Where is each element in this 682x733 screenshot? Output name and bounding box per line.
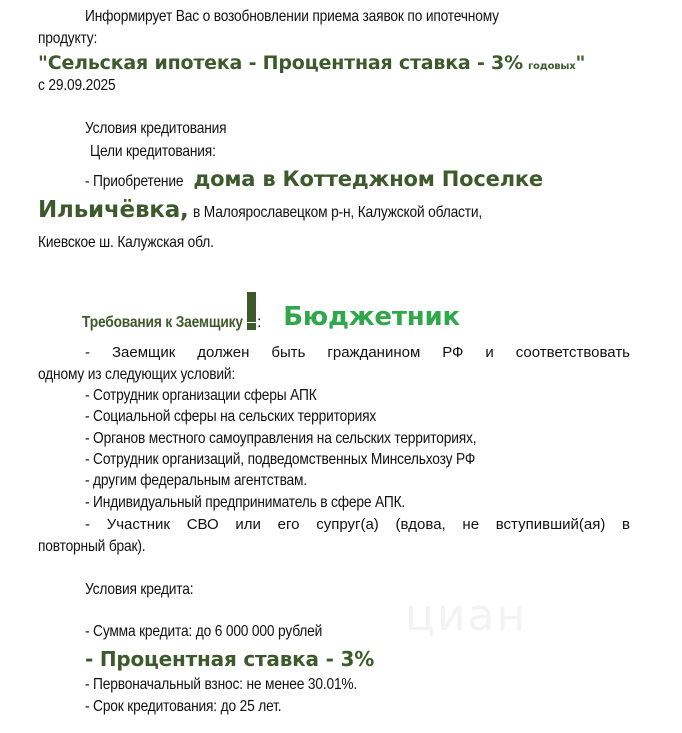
requirement-item: - Органов местного самоуправления на сельских территориях, (85, 430, 477, 447)
goals-heading: Цели кредитования: (90, 143, 216, 160)
requirements-intro-line-2: одному из следующих условий: (38, 366, 236, 383)
interest-rate: - Процентная ставка - 3% (85, 647, 375, 671)
purchase-line (85, 166, 543, 195)
requirement-item: - Индивидуальный предприниматель в сфере АПК. (85, 494, 406, 511)
village-line (38, 196, 529, 227)
watermark: циан (405, 590, 528, 641)
conditions-heading: Условия кредитования (85, 120, 227, 137)
credit-terms-heading: Условия кредита: (85, 581, 194, 598)
requirements-heading-line (82, 286, 460, 332)
requirements-heading: Требования к Заемщику (82, 314, 243, 331)
purchase-prefix: - Приобретение (85, 173, 184, 190)
product-name: "Сельская ипотека - Процентная ставка - 3% (38, 52, 523, 74)
requirement-item: - Сотрудник организации сферы АПК (85, 387, 317, 404)
product-title (38, 51, 585, 79)
requirement-item: - другим федеральным агентствам. (85, 472, 307, 489)
requirement-item: - Сотрудник организаций, подведомственных Минсельхозу РФ (85, 451, 476, 468)
intro-line-1: Информирует Вас о возобновлении приема заявок по ипотечному (85, 8, 499, 25)
product-quote-close: " (575, 52, 586, 74)
credit-term: - Срок кредитования: до 25 лет. (85, 698, 282, 715)
requirement-svo-line-2: повторный брак). (38, 538, 146, 555)
requirement-svo-line-1: - Участник СВО или его супруг(а) (вдова, не вступивший(ая) в (85, 516, 630, 533)
down-payment: - Первоначальный взнос: не менее 30.01%. (85, 676, 358, 693)
highway-line: Киевское ш. Калужская обл. (38, 234, 214, 251)
product-suffix: годовых (528, 61, 576, 72)
start-date: с 29.09.2025 (38, 77, 116, 94)
purchase-highlight: дома в Коттеджном Поселке (193, 167, 543, 191)
intro-line-2: продукту: (38, 30, 98, 47)
requirements-colon: : (257, 314, 262, 331)
requirements-intro-line-1: - Заемщик должен быть гражданином РФ и соответствовать (85, 344, 630, 361)
requirement-item: - Социальной сферы на сельских территориях (85, 408, 377, 425)
village-location: в Малоярославецком р-н, Калужской области, (192, 204, 482, 221)
borrower-category: Бюджетник (283, 302, 460, 332)
village-name: Ильичёвка, (38, 197, 189, 223)
credit-amount: - Сумма кредита: до 6 000 000 рублей (85, 623, 323, 640)
exclamation-icon (247, 292, 256, 332)
